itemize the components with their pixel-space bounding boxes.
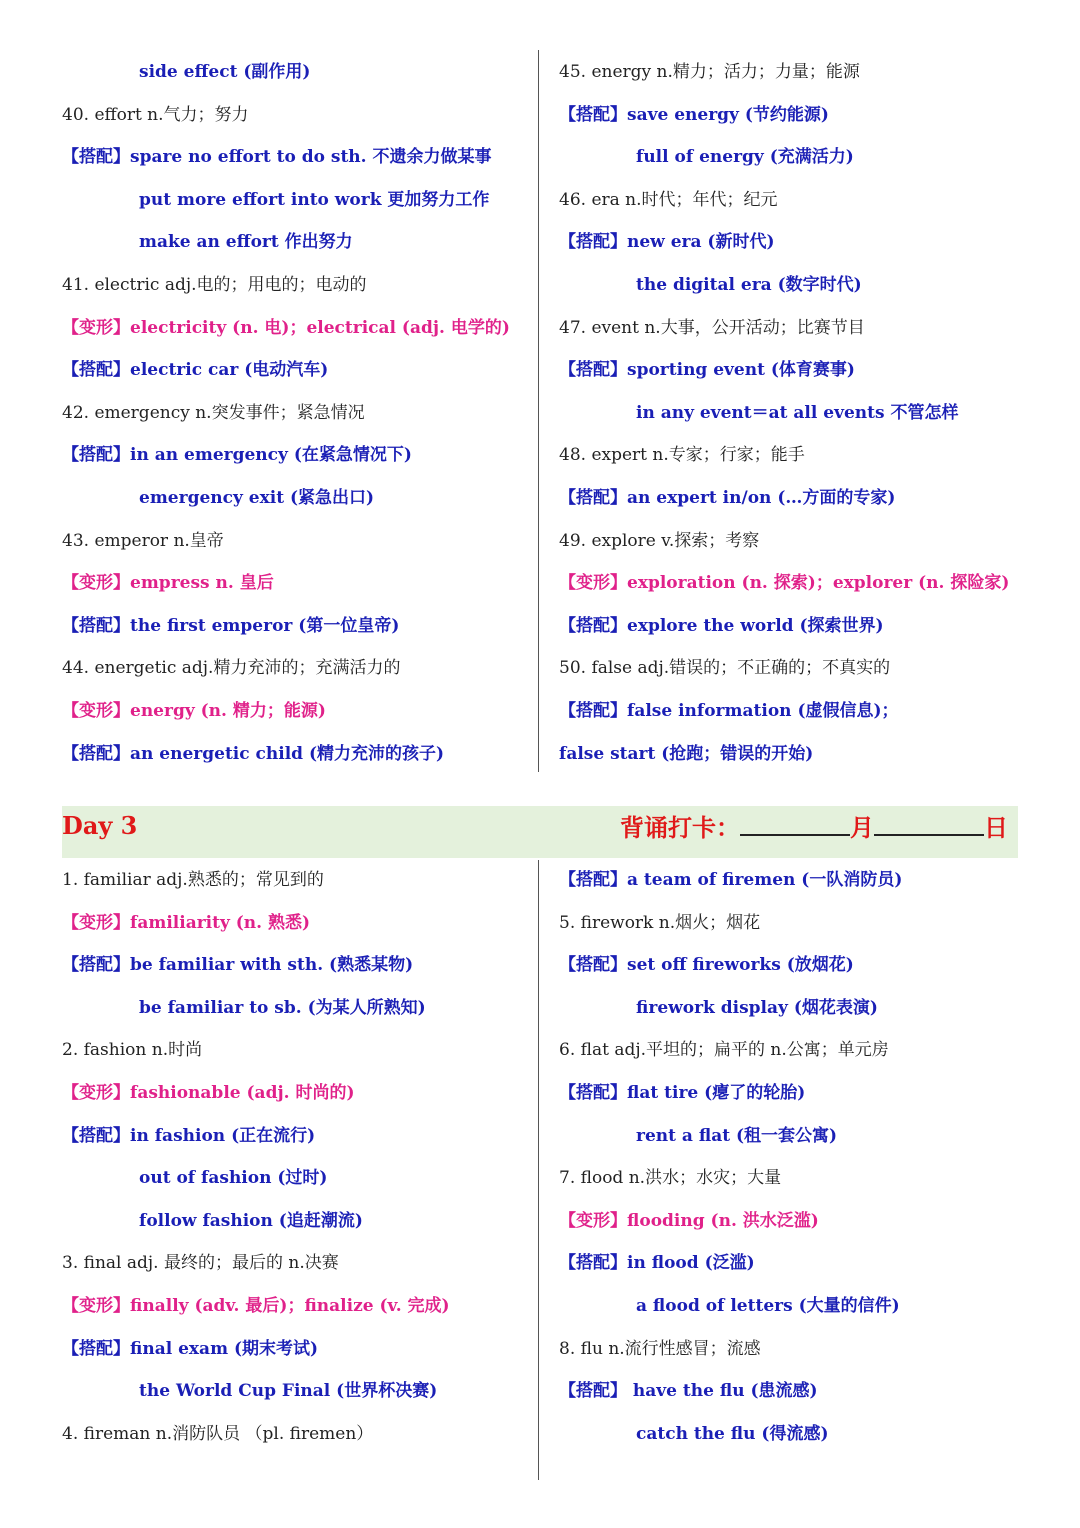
collocation-line: 【搭配】be familiar with sth. (熟悉某物) <box>62 955 414 976</box>
checkin-field <box>620 806 1008 846</box>
vocab-entry: 47. event n.大事，公开活动；比赛节目 <box>559 317 865 338</box>
collocation-line: 【搭配】false information (虚假信息)； <box>559 700 899 721</box>
collocation-line: firework display (烟花表演) <box>636 997 878 1018</box>
collocation-line: follow fashion (追赶潮流) <box>139 1210 363 1231</box>
vocab-entry: 48. expert n.专家；行家；能手 <box>559 445 805 466</box>
word-form-line: 【变形】familiarity (n. 熟悉) <box>62 912 311 933</box>
vocab-entry: 41. electric adj.电的；用电的；电动的 <box>62 274 367 295</box>
vocab-entry: 7. flood n.洪水；水灾；大量 <box>559 1168 782 1189</box>
vocab-entry: 50. false adj.错误的；不正确的；不真实的 <box>559 658 891 679</box>
collocation-line: 【搭配】sporting event (体育赛事) <box>559 360 855 381</box>
vocab-entry: 4. fireman n.消防队员 （pl. firemen） <box>62 1423 374 1444</box>
collocation-line: 【搭配】an expert in/on (…方面的专家) <box>559 487 896 508</box>
checkin-label: 背诵打卡： <box>620 813 740 842</box>
vocab-entry: 2. fashion n.时尚 <box>62 1040 203 1061</box>
vocab-entry: 3. final adj. 最终的；最后的 n.决赛 <box>62 1253 339 1274</box>
vocab-entry: 6. flat adj.平坦的；扁平的 n.公寓；单元房 <box>559 1040 889 1061</box>
collocation-line: 【搭配】in flood (泛滥) <box>559 1253 755 1274</box>
column-divider-bottom <box>538 860 539 1480</box>
collocation-line: out of fashion (过时) <box>139 1168 328 1189</box>
collocation-line: catch the flu (得流感) <box>636 1423 829 1444</box>
vocab-entry: 45. energy n.精力；活力；力量；能源 <box>559 62 860 82</box>
vocab-entry: 49. explore v.探索；考察 <box>559 530 760 551</box>
collocation-line: side effect (副作用) <box>139 62 311 82</box>
collocation-line: false start (抢跑；错误的开始) <box>559 743 814 764</box>
day-blank[interactable] <box>874 806 984 836</box>
collocation-line: 【搭配】explore the world (探索世界) <box>559 615 884 636</box>
collocation-line: 【搭配】final exam (期末考试) <box>62 1338 319 1359</box>
day-label: 日 <box>984 813 1008 842</box>
collocation-line: full of energy (充满活力) <box>636 147 854 168</box>
collocation-line: in any event＝at all events 不管怎样 <box>636 402 959 423</box>
word-form-line: 【变形】empress n. 皇后 <box>62 573 274 594</box>
month-label: 月 <box>850 813 874 842</box>
vocab-entry: 1. familiar adj.熟悉的；常见到的 <box>62 870 324 890</box>
day-title: Day 3 <box>62 811 138 840</box>
word-form-line: 【变形】fashionable (adj. 时尚的) <box>62 1082 355 1103</box>
bottom-left-column <box>62 859 532 1455</box>
vocab-entry: 5. firework n.烟火；烟花 <box>559 912 761 933</box>
bottom-right-column <box>559 859 1029 1455</box>
column-divider-top <box>538 50 539 772</box>
word-form-line: 【变形】flooding (n. 洪水泛滥) <box>559 1210 819 1231</box>
word-form-line: 【变形】finally (adv. 最后)；finalize (v. 完成) <box>62 1295 450 1316</box>
collocation-line: 【搭配】the first emperor (第一位皇帝) <box>62 615 400 636</box>
collocation-line: emergency exit (紧急出口) <box>139 487 375 508</box>
collocation-line: 【搭配】in fashion (正在流行) <box>62 1125 316 1146</box>
top-right-column <box>559 51 1029 775</box>
word-form-line: 【变形】energy (n. 精力；能源) <box>62 700 326 721</box>
collocation-line: the World Cup Final (世界杯决赛) <box>139 1381 438 1402</box>
collocation-line: 【搭配】save energy (节约能源) <box>559 104 829 125</box>
vocab-entry: 43. emperor n.皇帝 <box>62 530 224 551</box>
top-left-column <box>62 51 532 775</box>
collocation-line: 【搭配】electric car (电动汽车) <box>62 360 329 381</box>
collocation-line: the digital era (数字时代) <box>636 274 862 295</box>
collocation-line: 【搭配】in an emergency (在紧急情况下) <box>62 445 412 466</box>
month-blank[interactable] <box>740 806 850 836</box>
vocab-entry: 40. effort n.气力；努力 <box>62 104 249 125</box>
collocation-line: 【搭配】new era (新时代) <box>559 232 775 253</box>
collocation-line: rent a flat (租一套公寓) <box>636 1125 838 1146</box>
collocation-line: 【搭配】flat tire (瘪了的轮胎) <box>559 1082 806 1103</box>
word-form-line: 【变形】exploration (n. 探索)；explorer (n. 探险家) <box>559 573 1010 594</box>
vocab-entry: 46. era n.时代；年代；纪元 <box>559 189 778 210</box>
collocation-line: 【搭配】 have the flu (患流感) <box>559 1381 818 1402</box>
collocation-line: 【搭配】spare no effort to do sth. 不遗余力做某事 <box>62 147 492 168</box>
collocation-line: put more effort into work 更加努力工作 <box>139 189 490 210</box>
vocab-entry: 42. emergency n.突发事件；紧急情况 <box>62 402 365 423</box>
collocation-line: a flood of letters (大量的信件) <box>636 1295 900 1316</box>
vocab-entry: 8. flu n.流行性感冒；流感 <box>559 1338 761 1359</box>
collocation-line: make an effort 作出努力 <box>139 232 353 253</box>
collocation-line: 【搭配】a team of firemen (一队消防员) <box>559 870 903 890</box>
word-form-line: 【变形】electricity (n. 电)；electrical (adj. 电学的) <box>62 317 510 338</box>
vocab-entry: 44. energetic adj.精力充沛的；充满活力的 <box>62 658 401 679</box>
collocation-line: 【搭配】an energetic child (精力充沛的孩子) <box>62 743 445 764</box>
collocation-line: 【搭配】set off fireworks (放烟花) <box>559 955 854 976</box>
collocation-line: be familiar to sb. (为某人所熟知) <box>139 997 426 1018</box>
